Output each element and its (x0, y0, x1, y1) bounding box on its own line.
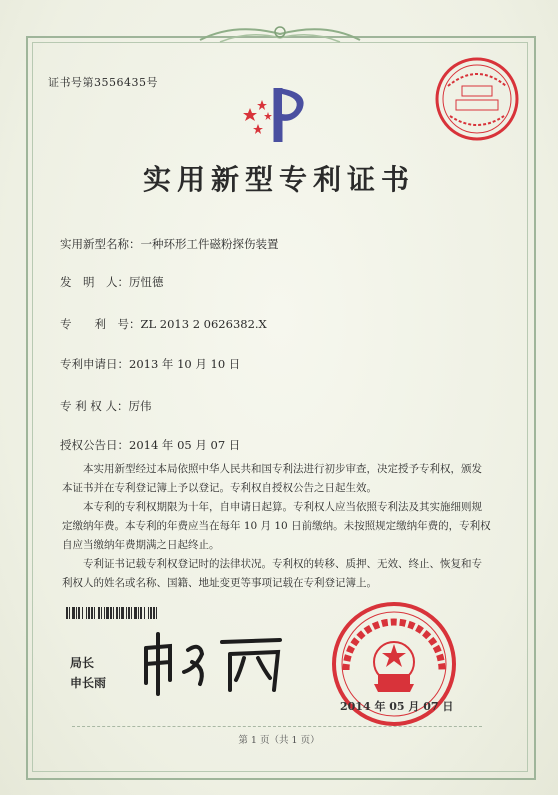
filing-date-field (60, 356, 240, 372)
field-label: 专 利 号： (60, 317, 141, 331)
patent-number-field (60, 316, 267, 332)
patentee-field (60, 398, 151, 414)
body-paragraph: 本实用新型经过本局依照中华人民共和国专利法进行初步审查，决定授予专利权，颁发本证书并在专利登记簿上予以登记。专利权自授权公告之日起生效。 (62, 463, 482, 494)
utility-model-name-field (60, 236, 279, 252)
page-number: 第 1 页（共 1 页） (238, 735, 320, 746)
barcode-bar (157, 607, 159, 619)
certificate-title: 实用新型专利证书 (142, 163, 415, 196)
certificate-number: 证书号第3556435号 (48, 76, 158, 89)
director-name: 申长雨 (70, 676, 107, 690)
director-title: 局长 (70, 656, 95, 670)
field-value: ZL 2013 2 0626382.X (140, 317, 267, 331)
field-label: 实用新型名称： (60, 237, 141, 251)
field-label: 专 利 权 人： (60, 399, 129, 413)
patent-office-logo-icon (232, 80, 322, 150)
field-label: 专利申请日： (60, 357, 129, 371)
field-label: 授权公告日： (60, 438, 129, 452)
field-value: 2013 年 10 月 10 日 (129, 357, 241, 371)
seal-date: 2014 年 05 月 07 日 (340, 700, 454, 713)
field-value: 2014 年 05 月 07 日 (129, 438, 241, 452)
field-value: 厉忸德 (129, 275, 164, 289)
field-label: 发 明 人： (60, 275, 129, 289)
barcode (66, 607, 246, 619)
body-paragraph: 专利证书记载专利权登记时的法律状况。专利权的转移、质押、无效、终止、恢复和专利权人的姓名或名称、国籍、地址变更等事项记载在专利登记簿上。 (62, 558, 482, 589)
grant-date-field (60, 437, 240, 453)
tax-stamp-seal-icon (434, 56, 520, 142)
field-value: 厉伟 (128, 399, 152, 413)
inventor-field (60, 274, 164, 290)
body-paragraph: 本专利的专利权期限为十年，自申请日起算。专利权人应当依照专利法及其实施细则规定缴纳年费。本专利的年费应当在每年 10 月 10 日前缴纳。未按照规定缴纳年费的，专利权自应当缴纳年费期满之日起终止。 (62, 501, 491, 551)
ornament-top-icon (190, 20, 370, 50)
field-value: 一种环形工件磁粉探伤装置 (140, 237, 279, 251)
handwritten-signature-icon (140, 628, 290, 698)
divider (72, 726, 482, 728)
